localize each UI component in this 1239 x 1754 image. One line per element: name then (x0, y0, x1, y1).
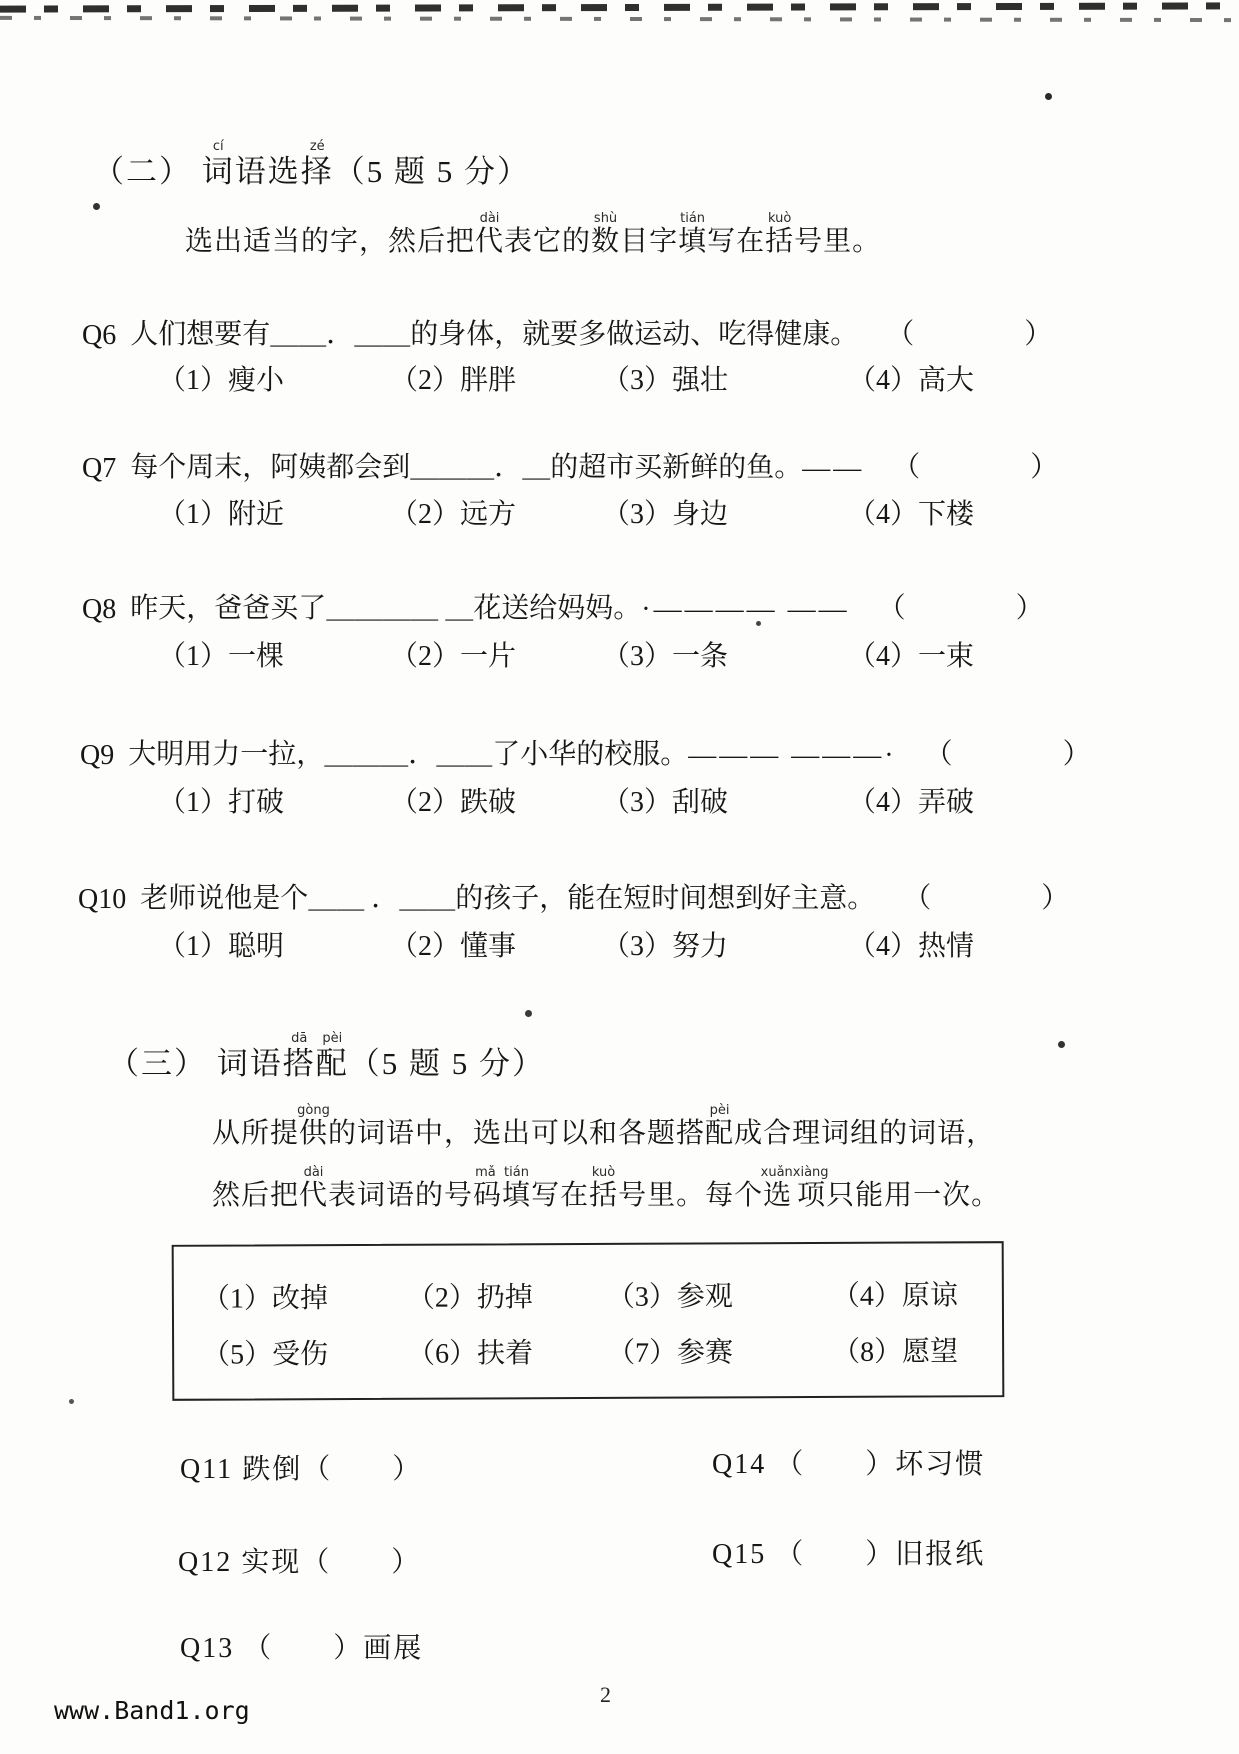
answer-bracket: （ ） (886, 319, 1071, 350)
matching-q11 (180, 1447, 422, 1487)
matching-text: 跌倒（ ） (242, 1454, 423, 1485)
option: （3）一条 (602, 641, 729, 672)
option: （3）身边 (602, 499, 729, 530)
scan-noise-strip (0, 0, 1239, 26)
options-q6 (158, 358, 1058, 398)
option: （2）远方 (390, 499, 517, 530)
word-bank-item: （4）原谅 (831, 1280, 958, 1312)
section3-instruction-line2: 然后把代dài表词语的号码填mǎ tián写在括kuò号里。每个选项xuǎnxiàng只能用一次。 (212, 1165, 1001, 1211)
question-q7 (82, 445, 1077, 485)
scan-specks (0, 0, 3, 3)
question-text: 大明用力一拉，＿＿＿．＿＿了小华的校服。 (128, 739, 689, 770)
matching-text: （ ）坏习惯 (775, 1449, 986, 1480)
option: （3）刮破 (602, 787, 729, 818)
option: （3）努力 (602, 931, 729, 962)
options-q7 (158, 492, 1058, 532)
word-bank-box (172, 1241, 1005, 1401)
word-bank-item: （2）扔掉 (406, 1282, 533, 1314)
matching-text: （ ）画展 (243, 1633, 424, 1664)
section3-title: （三） 词语搭dā配pèi（5 题 5 分） (108, 1031, 545, 1081)
scan-noise-dashes-bottom (0, 16, 1239, 22)
page-number: 2 (600, 1682, 611, 1707)
matching-text: （ ）旧报纸 (775, 1539, 986, 1570)
option: （1）打破 (158, 787, 285, 818)
option: （2）懂事 (390, 931, 517, 962)
question-label: Q6 (82, 320, 117, 351)
word-bank-item: （5）受伤 (202, 1339, 329, 1371)
options-q10 (158, 924, 1058, 964)
word-bank-item: （1）改掉 (201, 1283, 328, 1315)
section3-instruction-line1: 从所提供gòng的词语中，选出可以和各题搭配pèi成合理词组的词语， (212, 1103, 996, 1149)
question-label: Q8 (82, 594, 117, 625)
option: （2）一片 (390, 641, 517, 672)
question-label: Q11 (180, 1454, 234, 1485)
option: （1）瘦小 (158, 365, 285, 396)
answer-bracket: （ ） (924, 739, 1109, 770)
matching-q13 (180, 1626, 423, 1666)
question-text: 人们想要有＿＿．＿＿的身体，就要多做运动、吃得健康。 (130, 319, 859, 350)
question-label: Q12 (178, 1547, 233, 1578)
question-label: Q10 (78, 884, 127, 915)
word-bank-item: （6）扶着 (407, 1338, 534, 1370)
options-q9 (158, 780, 1058, 820)
option: （4）弄破 (848, 787, 975, 818)
option: （1）聪明 (158, 931, 285, 962)
question-text: 每个周末，阿姨都会到＿＿＿．＿的超市买新鲜的鱼。 (130, 452, 803, 483)
word-bank-item: （7）参赛 (607, 1337, 734, 1369)
option: （2）跌破 (390, 787, 517, 818)
section2-instruction: 选出适当的字，然后把代dài表它的数shù目字填tián写在括kuò号里。 (185, 211, 882, 257)
option: （1）一棵 (158, 641, 285, 672)
option: （4）一束 (848, 641, 975, 672)
question-tail-dashes: ·———— —— (641, 594, 850, 625)
answer-bracket: （ ） (877, 593, 1062, 624)
question-q8 (82, 586, 1062, 626)
question-label: Q13 (180, 1633, 235, 1664)
footer-website: www.Band1.org (54, 1696, 250, 1725)
option: （4）下楼 (848, 499, 975, 530)
options-q8 (158, 634, 1058, 674)
matching-text: 实现（ ） (241, 1547, 422, 1578)
section2-title: （二） 词cí语选择zé（5 题 5 分） (93, 139, 530, 189)
matching-q12 (178, 1540, 421, 1580)
question-text: 老师说他是个＿＿ ．＿＿的孩子，能在短时间想到好主意。 (140, 883, 876, 914)
scan-noise-dashes-top (0, 2, 1239, 12)
option: （1）附近 (158, 499, 285, 530)
word-bank-item: （3）参观 (606, 1281, 733, 1313)
word-bank-item: （8）愿望 (832, 1336, 959, 1368)
question-label: Q15 (712, 1539, 767, 1570)
option: （2）胖胖 (390, 365, 517, 396)
question-tail-dashes: —— (802, 453, 865, 484)
question-tail-dashes: ——— ———· (688, 740, 897, 771)
question-label: Q7 (82, 453, 117, 484)
question-q6 (82, 312, 1071, 352)
answer-bracket: （ ） (892, 452, 1077, 483)
matching-q14 (712, 1442, 985, 1482)
answer-bracket: （ ） (903, 883, 1088, 914)
option: （4）高大 (848, 365, 975, 396)
question-q10 (78, 876, 1088, 916)
question-q9 (80, 732, 1109, 772)
question-label: Q14 (712, 1449, 767, 1480)
option: （4）热情 (848, 931, 975, 962)
option: （3）强壮 (602, 365, 729, 396)
question-text: 昨天，爸爸买了＿＿＿＿ ＿花送给妈妈。 (130, 593, 642, 624)
matching-q15 (712, 1532, 985, 1572)
question-label: Q9 (80, 740, 115, 771)
